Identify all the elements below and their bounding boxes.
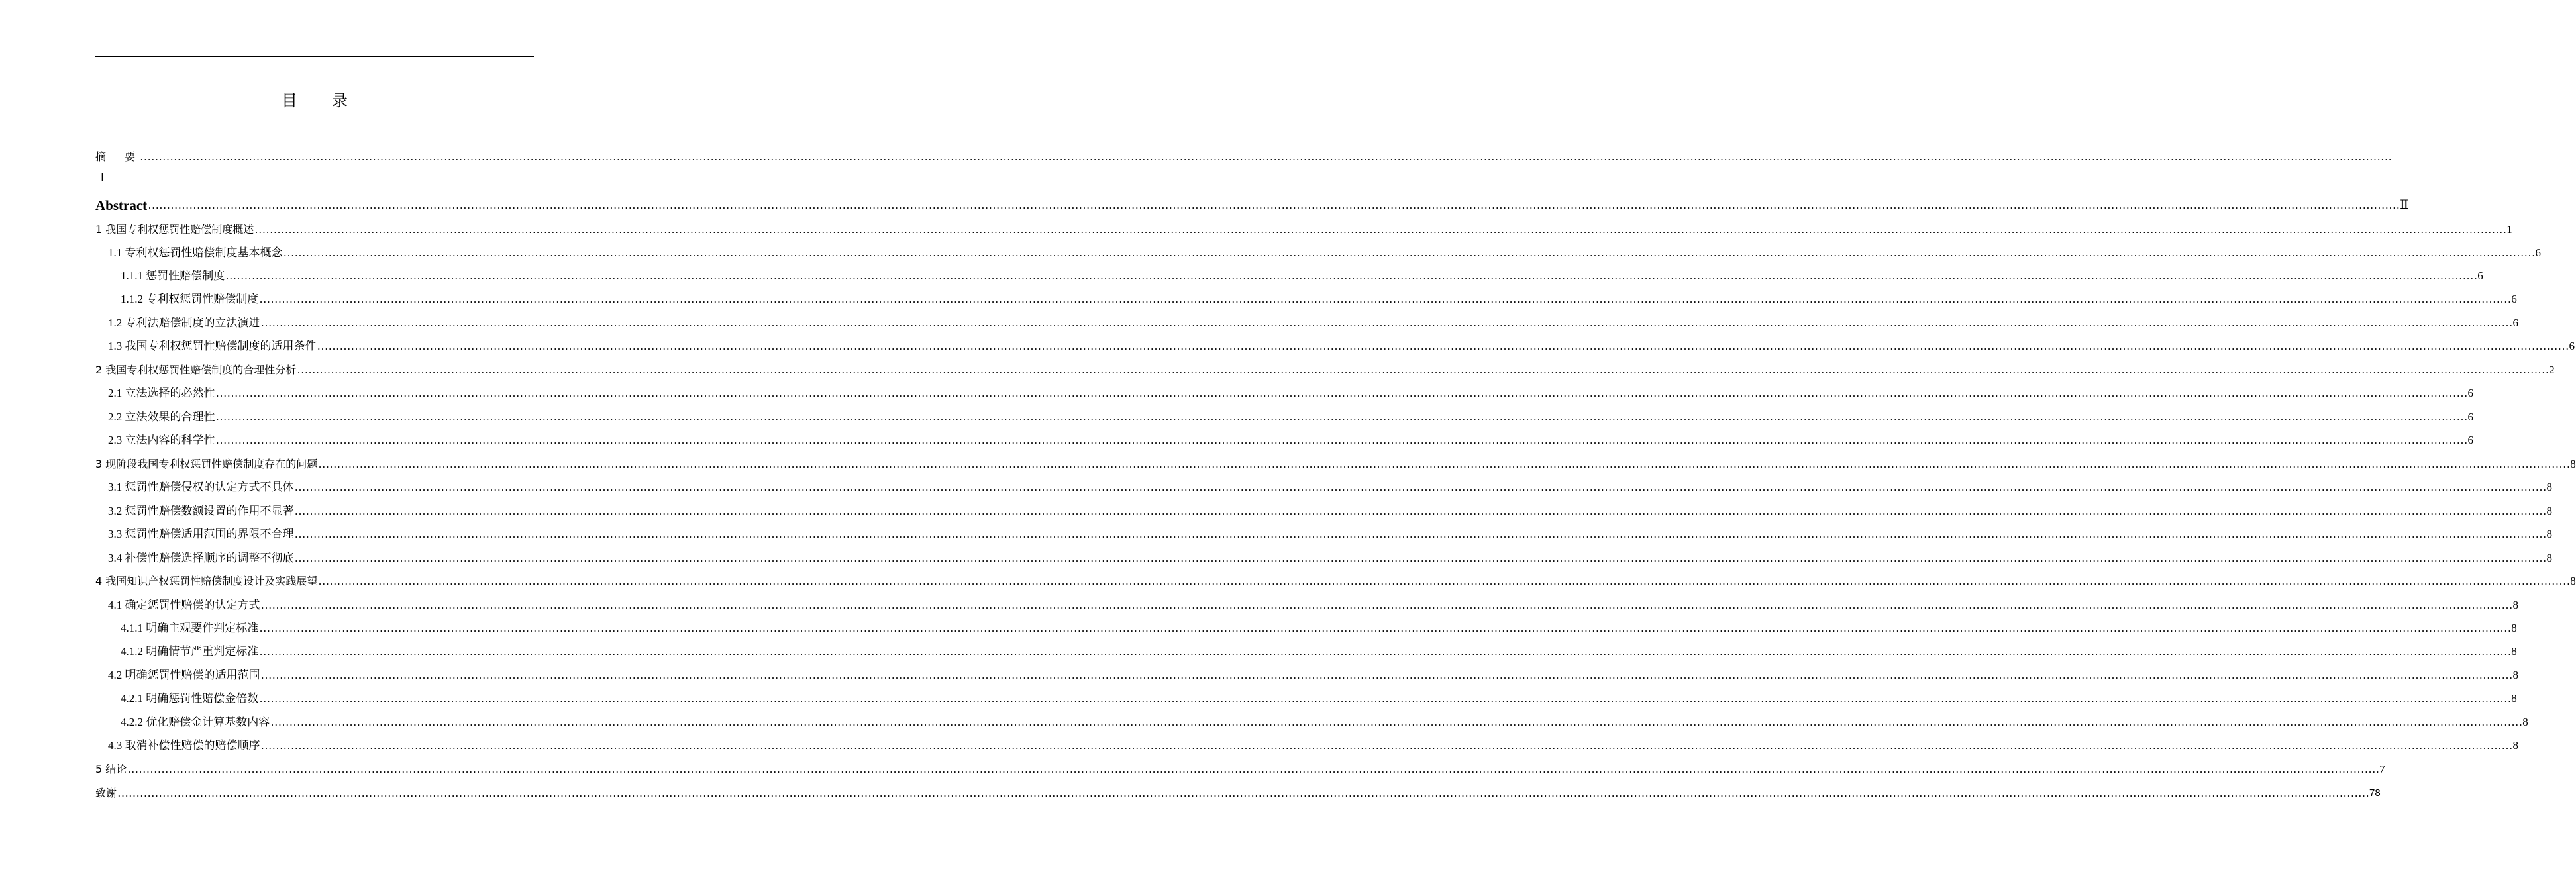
toc-dot-leader: …………………………………………………………………………………………………………………………………………………………………………………………………………………………………………………………………………………………………………………………………………………………………………………………………………………………………………………………………………………………………………………………………………………… [294,505,2547,517]
toc-dot-leader: …………………………………………………………………………………………………………………………………………………………………………………………………………………………………………………………………………………………………………………………………………………………………………………………………………………………………………………………………………………………………………………………………………………… [215,387,2468,399]
toc-entry-label: 2.1 立法选择的必然性 [108,387,215,399]
toc-entry-page: 78 [2369,787,2381,799]
toc-entry[interactable] [95,571,2576,589]
toc-dot-leader: …………………………………………………………………………………………………………………………………………………………………………………………………………………………………………………………………………………………………………………………………………………………………………………………………………………………………………………………………………………………………………………………………………………… [127,763,2380,775]
toc-dot-leader: …………………………………………………………………………………………………………………………………………………………………………………………………………………………………………………………………………………………………………………………………………………………………………………………………………………………………………………………………………………………………………………………………………………… [259,293,2512,305]
toc-entry-page: 6 [2569,340,2575,352]
toc-entry[interactable] [121,618,2517,636]
toc-dot-leader: …………………………………………………………………………………………………………………………………………………………………………………………………………………………………………………………………………………………………………………………………………………………………………………………………………………………………………………………………………………………………………………………………………………… [215,411,2468,423]
toc-entry-label: 4.1 确定惩罚性赔偿的认定方式 [108,599,260,611]
toc-entry[interactable] [121,266,2483,283]
toc-entry-page: 7 [2379,763,2385,775]
toc-entry-page: 8 [2546,552,2552,564]
toc-dot-leader: …………………………………………………………………………………………………………………………………………………………………………………………………………………………………………………………………………………………………………………………………………………………………………………………………………………………………………………………………………………………………………………………………………………… [317,340,2569,352]
toc-dot-leader: …………………………………………………………………………………………………………………………………………………………………………………………………………………………………………………………………………………………………………………………………………………………………………………………………………………………………………………………………………………………………………………………………………………… [260,739,2513,752]
toc-entry-label: Abstract [95,197,148,213]
toc-entry-page: 8 [2511,622,2517,634]
toc-entry[interactable] [108,524,2552,542]
toc-entry-page: 8 [2546,481,2552,493]
toc-entry-label: 4.1.1 明确主观要件判定标准 [121,622,259,634]
toc-entry-page: 8 [2512,669,2518,681]
toc-entry-label: 4.2.2 优化赔偿金计算基数内容 [121,716,270,728]
toc-entry-page: 6 [2467,387,2473,399]
toc-dot-leader: …………………………………………………………………………………………………………………………………………………………………………………………………………………………………………………………………………………………………………………………………………………………………………………………………………………………………………………………………………………………………………………………………………………… [215,434,2468,446]
page-title [0,87,629,111]
toc-entry[interactable] [108,383,2473,401]
title-right-char: 录 [332,93,348,110]
toc-entry-label: 4.2 明确惩罚性赔偿的适用范围 [108,669,260,681]
title-left-char: 目 [282,93,297,110]
toc-entry-page: 8 [2522,716,2528,728]
toc-entry-page: 8 [2546,505,2552,517]
toc-entry-page: 8 [2570,458,2576,470]
toc-entry[interactable] [121,689,2517,706]
toc-dot-leader: …………………………………………………………………………………………………………………………………………………………………………………………………………………………………………………………………………………………………………………………………………………………………………………………………………………………………………………………………………………………………………………………………………………… [297,364,2550,376]
toc-entry-label: 1.1.2 专利权惩罚性赔偿制度 [121,293,259,305]
toc-entry-page: 6 [2477,270,2483,282]
toc-entry[interactable] [95,454,2576,471]
toc-entry[interactable] [108,477,2552,495]
toc-entry[interactable] [121,713,2528,730]
toc-entry-label: 4.3 取消补偿性赔偿的赔偿顺序 [108,739,260,752]
toc-entry-page: 6 [2467,434,2473,446]
toc-entry[interactable] [108,501,2552,519]
toc-entry[interactable] [95,195,2409,213]
toc-entry-label: 致谢 [95,787,117,799]
toc-entry[interactable] [95,760,2385,777]
toc-entry-label: 摘 要 [95,150,140,163]
toc-entry[interactable] [95,783,2381,801]
toc-entry[interactable] [121,289,2517,307]
toc-entry-label: 3.4 补偿性赔偿选择顺序的调整不彻底 [108,552,294,564]
toc-entry[interactable] [108,430,2473,448]
zhaiyao-page-number: Ⅰ [101,172,105,184]
toc-entry-page: 2 [2549,364,2555,376]
toc-entry-label: 3.2 惩罚性赔偿数额设置的作用不显著 [108,505,294,517]
toc-entry[interactable] [108,548,2552,566]
toc-entry-page: Ⅱ [2400,198,2409,212]
toc-entry-page: 8 [2511,692,2517,705]
toc-entry-label: 3.3 惩罚性赔偿适用范围的界限不合理 [108,528,294,540]
toc-entry[interactable] [108,736,2518,753]
toc-entry-label: 1.1 专利权惩罚性赔偿制度基本概念 [108,246,283,259]
toc-entry-page: 6 [2467,411,2473,423]
toc-entry-label: 5 结论 [95,763,127,775]
toc-entry-label: 1.2 专利法赔偿制度的立法演进 [108,317,260,329]
toc-entry-page: 1 [2506,223,2512,236]
toc-dot-leader: …………………………………………………………………………………………………………………………………………………………………………………………………………………………………………………………………………………………………………………………………………………………………………………………………………………………………………………………………………………………………………………………………………………… [318,458,2571,470]
toc-dot-leader: …………………………………………………………………………………………………………………………………………………………………………………………………………………………………………………………………………………………………………………………………………………………………………………………………………………………………………………………………………………………………………………………………………………… [294,528,2547,540]
toc-entry-label: 1 我国专利权惩罚性赔偿制度概述 [95,223,254,236]
toc-dot-leader: …………………………………………………………………………………………………………………………………………………………………………………………………………………………………………………………………………………………………………………………………………………………………………………………………………………………………………………………………………………………………………………………………………………… [225,270,2478,282]
toc-entry-label: 4 我国知识产权惩罚性赔偿制度设计及实践展望 [95,575,318,587]
toc-entry-label: 2.2 立法效果的合理性 [108,411,215,423]
header-rule [95,56,534,57]
toc-entry[interactable] [108,336,2575,354]
toc-entry-label: 4.1.2 明确情节严重判定标准 [121,645,259,658]
toc-dot-leader: …………………………………………………………………………………………………………………………………………………………………………………………………………………………………………………………………………………………………………………………………………………………………………………………………………………………………………………………………………………………………………………………………………………… [294,481,2547,493]
toc-entry-label: 4.2.1 明确惩罚性赔偿金倍数 [121,692,259,705]
toc-dot-leader: …………………………………………………………………………………………………………………………………………………………………………………………………………………………………………………………………………………………………………………………………………………………………………………………………………………………………………………………………………………………………………………………………………………… [259,645,2512,658]
toc-entry-page: 8 [2511,645,2517,658]
toc-entry[interactable] [108,595,2518,613]
toc-entry-page: 8 [2512,599,2518,611]
toc-dot-leader: …………………………………………………………………………………………………………………………………………………………………………………………………………………………………………………………………………………………………………………………………………………………………………………………………………………………………………………………………………………………………………………………………………………… [148,199,2400,211]
toc-entry[interactable] [108,666,2518,683]
toc-entry-label: 2.3 立法内容的科学性 [108,434,215,446]
toc-dot-leader: …………………………………………………………………………………………………………………………………………………………………………………………………………………………………………………………………………………………………………………………………………………………………………………………………………………………………………………………………………………………………………………………………………………… [117,787,2370,799]
toc-dot-leader: …………………………………………………………………………………………………………………………………………………………………………………………………………………………………………………………………………………………………………………………………………………………………………………………………………………………………………………………………………………………………………………………………………………… [260,317,2513,329]
toc-dot-leader: …………………………………………………………………………………………………………………………………………………………………………………………………………………………………………………………………………………………………………………………………………………………………………………………………………………………………………………………………………………………………………………………………………………… [294,552,2547,564]
toc-entry[interactable] [95,220,2512,237]
toc-entry[interactable] [108,243,2541,260]
toc-entry[interactable] [108,407,2473,424]
toc-dot-leader: …………………………………………………………………………………………………………………………………………………………………………………………………………………………………………………………………………………………………………………………………………………………………………………………………………………………………………………………………………………………………………………………………………………… [260,669,2513,681]
toc-entry-label: 1.1.1 惩罚性赔偿制度 [121,270,225,282]
toc-entry-page: 8 [2570,575,2576,587]
toc-dot-leader: …………………………………………………………………………………………………………………………………………………………………………………………………………………………………………………………………………………………………………………………………………………………………………………………………………………………………………………………………………………………………………………………………………………… [140,150,2393,163]
toc-entry-page: 6 [2511,293,2517,305]
toc-entry[interactable] [121,642,2517,659]
toc-dot-leader: …………………………………………………………………………………………………………………………………………………………………………………………………………………………………………………………………………………………………………………………………………………………………………………………………………………………………………………………………………………………………………………………………………………… [254,223,2507,236]
toc-dot-leader: …………………………………………………………………………………………………………………………………………………………………………………………………………………………………………………………………………………………………………………………………………………………………………………………………………………………………………………………………………………………………………………………………………………… [283,246,2536,259]
toc-entry-page: 6 [2535,246,2541,259]
toc-dot-leader: …………………………………………………………………………………………………………………………………………………………………………………………………………………………………………………………………………………………………………………………………………………………………………………………………………………………………………………………………………………………………………………………………………………… [318,575,2571,587]
toc-dot-leader: …………………………………………………………………………………………………………………………………………………………………………………………………………………………………………………………………………………………………………………………………………………………………………………………………………………………………………………………………………………………………………………………………………………… [260,599,2513,611]
toc-entry[interactable] [108,313,2518,330]
toc-entry-label: 2 我国专利权惩罚性赔偿制度的合理性分析 [95,364,297,376]
toc-entry-page: 8 [2512,739,2518,752]
toc-entry-page: 8 [2546,528,2552,540]
toc-dot-leader: …………………………………………………………………………………………………………………………………………………………………………………………………………………………………………………………………………………………………………………………………………………………………………………………………………………………………………………………………………………………………………………………………………………… [259,622,2512,634]
toc-entry-label: 3 现阶段我国专利权惩罚性赔偿制度存在的问题 [95,458,318,470]
toc-entry-page: 6 [2512,317,2518,329]
toc-dot-leader: …………………………………………………………………………………………………………………………………………………………………………………………………………………………………………………………………………………………………………………………………………………………………………………………………………………………………………………………………………………………………………………………………………………… [270,716,2523,728]
toc-entry-label: 3.1 惩罚性赔偿侵权的认定方式不具体 [108,481,294,493]
toc-dot-leader: …………………………………………………………………………………………………………………………………………………………………………………………………………………………………………………………………………………………………………………………………………………………………………………………………………………………………………………………………………………………………………………………………………………… [259,692,2512,705]
toc-entry[interactable] [95,147,2393,164]
toc-entry[interactable] [95,360,2555,377]
toc-entry-label: 1.3 我国专利权惩罚性赔偿制度的适用条件 [108,340,317,352]
